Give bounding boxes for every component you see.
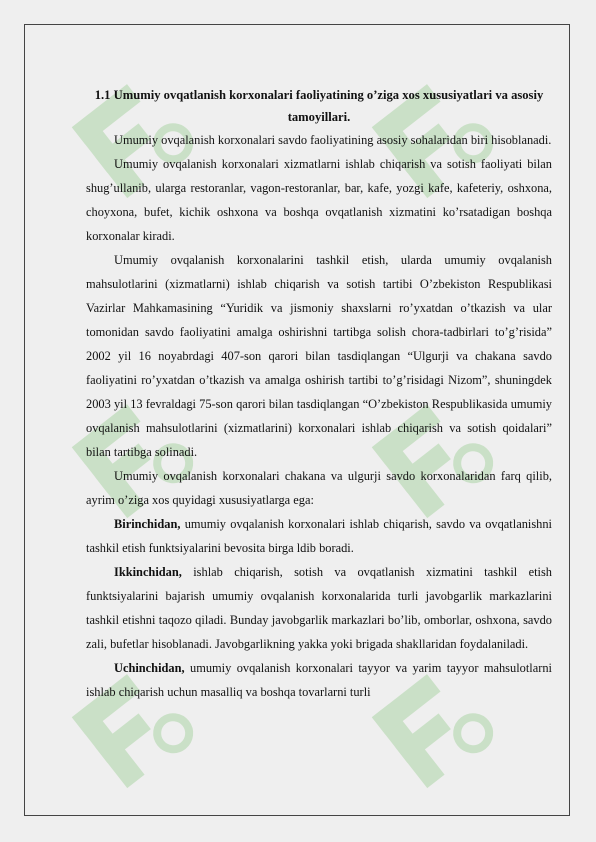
paragraph-4 — [86, 464, 552, 512]
paragraph-text: Umumiy ovqalanish korxonalari chakana va ulgurji savdo korxonalaridan farq qilib, ayrim o’ziga xos quyidagi xususiyatlarga ega: — [86, 469, 552, 507]
paragraph-text: ishlab chiqarish, sotish va ovqatlanish xizmatini tashkil etish funktsiyalarini bajarish umumiy ovqalanish korxonalarida turli javobgarlik markazlarini tashkil etishni taqozo qiladi. Bunday javobgarlik markazlari bo’lib, omborlar, oshxona, savdo zali, bufetlar hisoblanadi. Javobgarlikning yakka yoki brigada shakllaridan foydalaniladi. — [86, 565, 552, 651]
paragraph-6 — [86, 560, 552, 656]
paragraph-lead: Birinchidan, — [114, 517, 181, 531]
paragraph-1 — [86, 128, 552, 152]
paragraph-lead: Uchinchidan, — [114, 661, 185, 675]
paragraph-lead: Ikkinchidan, — [114, 565, 182, 579]
paragraph-5 — [86, 512, 552, 560]
document-body — [86, 84, 552, 704]
paragraph-2 — [86, 152, 552, 248]
paragraph-text: umumiy ovqalanish korxonalari tayyor va yarim tayyor mahsulotlarni ishlab chiqarish uchun masalliq va boshqa tovarlarni turli — [86, 661, 552, 699]
section-title: 1.1 Umumiy ovqatlanish korxonalari faoliyatining o’ziga xos xususiyatlari va asosiy tamoyillari. — [94, 88, 544, 124]
paragraph-3 — [86, 248, 552, 464]
paragraph-text: Umumiy ovqalanish korxonalari savdo faoliyatining asosiy sohalaridan biri hisoblanadi. — [114, 133, 552, 147]
paragraph-7 — [86, 656, 552, 704]
paragraph-text: umumiy ovqalanish korxonalari ishlab chiqarish, savdo va ovqatlanishni tashkil etish funktsiyalarini bevosita birga ldib boradi. — [86, 517, 552, 555]
paragraph-text: Umumiy ovqalanish korxonalari xizmatlarni ishlab chiqarish va sotish faoliyati bilan shug’ullanib, ularga restoranlar, vagon-restoranlar, bar, kafe, yozgi kafe, kafeteriy, oshxona, choyxona, bufet, kichik oshxona va boshqa ovqatlanish xizmatini ko’rsatadigan boshqa korxonalar kiradi. — [86, 157, 552, 243]
paragraph-text: Umumiy ovqalanish korxonalarini tashkil etish, ularda umumiy ovqalanish mahsulotlarini (xizmatlarni) ishlab chiqarish va sotish tartibi O’zbekiston Respublikasi Vazirlar Mahkamasining “Yuridik va jismoniy shaxslarni ro’yxatdan o’tkazish va ular tomonidan savdo faoliyatini amalga oshirishni tartibga solish chora-tadbirlari to’g’risida” 2002 yil 16 noyabrdagi 407-son qarori bilan tasdiqlangan “Ulgurji va chakana savdo faoliyatini ro’yxatdan o’tkazish va amalga oshirish tartibi to’g’risidagi Nizom”, shuningdek 2003 yil 13 fevraldagi 75-son qarori bilan tasdiqlangan “O’zbekiston Respublikasida umumiy ovqalanish mahsulotlarini (xizmatlarini) korxonalari ishlab chiqarish va sotish qoidalari” bilan tartibga solinadi. — [86, 253, 552, 459]
